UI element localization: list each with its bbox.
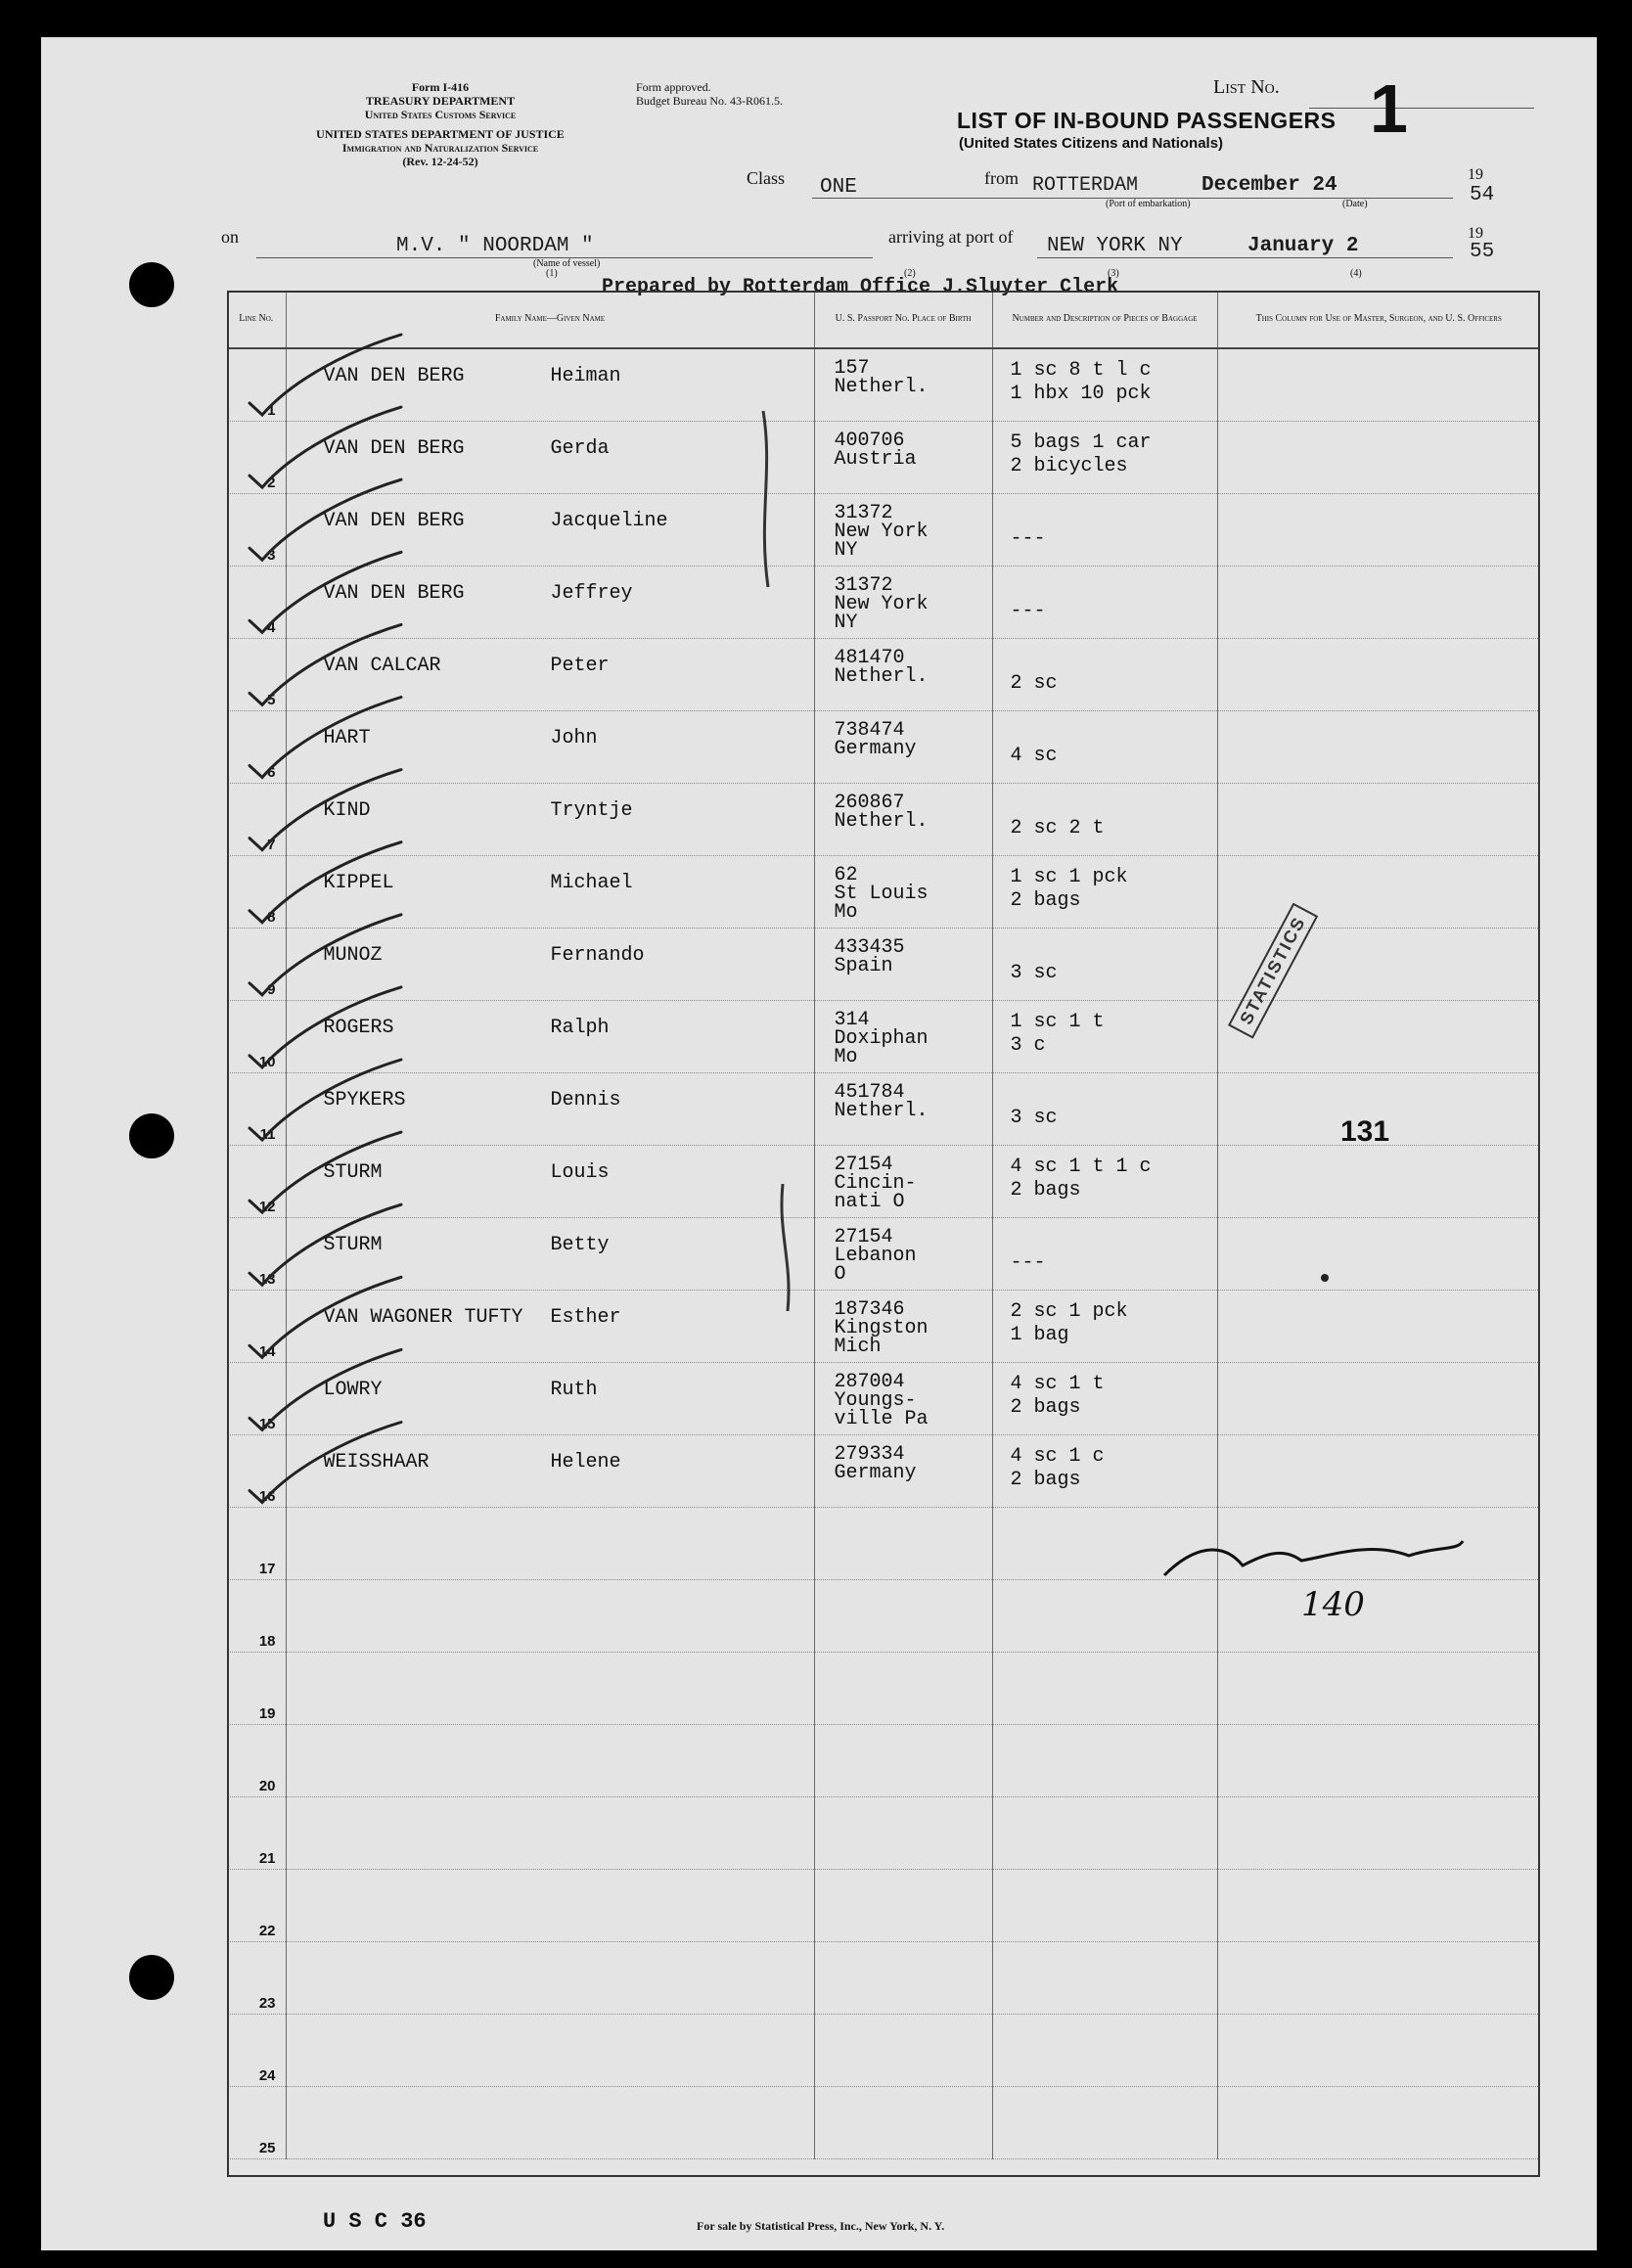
passport-cell-text: 314 Doxiphan Mo <box>834 1009 929 1068</box>
punch-hole <box>129 1955 174 2000</box>
family-name: KIND <box>323 799 371 822</box>
family-name: KIPPEL <box>323 872 394 894</box>
line-number-cell-text: 11 <box>259 1126 276 1143</box>
passport-cell <box>814 1797 992 1870</box>
officers-cell <box>1217 639 1540 711</box>
officers-cell <box>1217 1435 1540 1508</box>
passport-cell-text: 433435 Spain <box>834 936 905 977</box>
field-ref-1: (1) <box>546 268 558 279</box>
passport-cell-text: 157 Netherl. <box>834 357 929 398</box>
passport-cell-text: 31372 New York NY <box>834 574 929 634</box>
baggage-cell <box>992 1001 1217 1073</box>
table-row <box>227 567 1540 639</box>
table-row <box>227 1942 1540 2015</box>
given-name: Michael <box>550 872 633 894</box>
name-cell <box>286 711 814 784</box>
baggage-cell <box>992 567 1217 639</box>
passport-cell <box>814 2087 992 2159</box>
family-name: ROGERS <box>323 1017 394 1039</box>
family-name: SPYKERS <box>323 1089 406 1111</box>
table-row <box>227 1363 1540 1435</box>
table-row <box>227 1797 1540 1870</box>
officers-cell <box>1217 1942 1540 2015</box>
officers-cell <box>1217 711 1540 784</box>
line-number-cell-text: 23 <box>258 1995 276 2012</box>
line-number-cell <box>227 1797 286 1870</box>
passport-cell <box>814 1435 992 1508</box>
line-number-cell <box>227 1001 286 1073</box>
passport-cell-text: 451784 Netherl. <box>834 1081 929 1122</box>
family-name: VAN DEN BERG <box>323 437 465 460</box>
officers-cell <box>1217 1797 1540 1870</box>
line-number-cell <box>227 1653 286 1725</box>
passport-cell <box>814 929 992 1001</box>
line-number-cell <box>227 1508 286 1580</box>
baggage-cell <box>992 1870 1217 1942</box>
baggage-cell-text: 1 sc 8 t l c 1 hbx 10 pck <box>1010 359 1152 405</box>
given-name: Dennis <box>550 1089 621 1111</box>
line-number-cell-text: 1 <box>267 402 276 419</box>
embarkation-port: ROTTERDAM <box>1032 174 1139 197</box>
baggage-cell-text: --- <box>1010 600 1046 622</box>
given-name: Jacqueline <box>550 510 668 532</box>
officers-cell <box>1217 1653 1540 1725</box>
baggage-cell-text: 2 sc <box>1010 672 1058 695</box>
passport-cell <box>814 1508 992 1580</box>
col-passport: U. S. Passport No. Place of Birth <box>814 291 992 348</box>
line-number-cell-text: 15 <box>258 1416 276 1432</box>
arrival-date: January 2 <box>1247 235 1359 257</box>
passenger-table <box>227 291 1540 2159</box>
baggage-cell-text: 2 sc 1 pck 1 bag <box>1010 1300 1128 1346</box>
passport-cell <box>814 494 992 567</box>
line-number-cell <box>227 1291 286 1363</box>
family-name: HART <box>323 727 371 749</box>
line-number-cell <box>227 639 286 711</box>
table-row <box>227 1870 1540 1942</box>
line-number-cell <box>227 1218 286 1291</box>
line-number-cell <box>227 1870 286 1942</box>
line-number-cell-text: 24 <box>258 2067 276 2084</box>
officers-cell <box>1217 1146 1540 1218</box>
baggage-cell-text: 2 sc 2 t <box>1010 817 1105 839</box>
officers-cell <box>1217 422 1540 494</box>
officers-cell <box>1217 348 1540 422</box>
year-prefix-2: 19 <box>1468 225 1483 242</box>
prepared-by: Prepared by Rotterdam Office J.Sluyter Clerk <box>602 276 1119 298</box>
family-name: VAN DEN BERG <box>323 582 465 605</box>
passport-cell-text: 31372 New York NY <box>834 502 929 562</box>
baggage-cell <box>992 1797 1217 1870</box>
line-number-cell <box>227 494 286 567</box>
punch-hole <box>129 262 174 307</box>
on-label: on <box>221 227 239 247</box>
name-cell <box>286 2087 814 2159</box>
table-row <box>227 784 1540 856</box>
table-row <box>227 1653 1540 1725</box>
passport-cell-text: 287004 Youngs- ville Pa <box>834 1371 929 1430</box>
family-name: VAN DEN BERG <box>323 510 465 532</box>
given-name: Heiman <box>550 365 621 387</box>
passport-cell <box>814 2015 992 2087</box>
line-number-cell <box>227 1942 286 2015</box>
from-label: from <box>984 168 1019 188</box>
baggage-cell <box>992 494 1217 567</box>
officers-cell <box>1217 784 1540 856</box>
field-ref-4: (4) <box>1350 268 1362 279</box>
baggage-cell <box>992 929 1217 1001</box>
line-number-cell-text: 22 <box>258 1923 276 1939</box>
line-number-cell <box>227 1435 286 1508</box>
passport-cell-text: 260867 Netherl. <box>834 792 929 833</box>
line-number-cell <box>227 1580 286 1653</box>
line-number-cell-text: 3 <box>267 547 276 564</box>
vessel-name: M.V. " NOORDAM " <box>396 235 594 257</box>
passport-cell-text: 27154 Cincin- nati O <box>834 1154 917 1213</box>
baggage-cell <box>992 711 1217 784</box>
line-number-cell <box>227 1363 286 1435</box>
line-number-cell <box>227 1073 286 1146</box>
name-cell <box>286 494 814 567</box>
table-row <box>227 1218 1540 1291</box>
baggage-cell <box>992 1580 1217 1653</box>
passport-cell <box>814 1653 992 1725</box>
baggage-cell <box>992 856 1217 929</box>
passport-cell <box>814 348 992 422</box>
baggage-cell <box>992 1508 1217 1580</box>
baggage-cell <box>992 1146 1217 1218</box>
officers-cell <box>1217 1291 1540 1363</box>
table-row <box>227 856 1540 929</box>
name-cell <box>286 1146 814 1218</box>
table-row <box>227 1001 1540 1073</box>
baggage-cell-text: 4 sc <box>1010 745 1058 767</box>
form-number: Form I-416 <box>411 80 470 94</box>
officers-cell <box>1217 856 1540 929</box>
passport-cell <box>814 422 992 494</box>
baggage-cell <box>992 1435 1217 1508</box>
baggage-cell-text: 4 sc 1 t 2 bags <box>1010 1373 1105 1419</box>
baggage-cell <box>992 1653 1217 1725</box>
passport-cell <box>814 1725 992 1797</box>
statistics-stamp: STATISTICS <box>1228 902 1318 1038</box>
table-row <box>227 1508 1540 1580</box>
passport-cell <box>814 1363 992 1435</box>
officers-cell <box>1217 1580 1540 1653</box>
line-number-cell-text: 4 <box>267 619 276 636</box>
name-cell <box>286 1508 814 1580</box>
line-number-cell-text: 7 <box>267 837 276 853</box>
name-cell <box>286 929 814 1001</box>
line-number-cell-text: 18 <box>258 1633 276 1650</box>
passport-cell <box>814 639 992 711</box>
budget-bureau: Budget Bureau No. 43-R061.5. <box>636 94 783 108</box>
approval-block <box>636 80 832 108</box>
year-1: 54 <box>1470 184 1495 206</box>
revision: (Rev. 12-24-52) <box>402 155 478 168</box>
line-number-cell <box>227 2087 286 2159</box>
passport-cell-text: 187346 Kingston Mich <box>834 1298 929 1358</box>
passport-cell-text: 738474 Germany <box>834 719 917 760</box>
name-cell <box>286 639 814 711</box>
name-cell <box>286 1797 814 1870</box>
passport-cell <box>814 856 992 929</box>
baggage-cell-text: 3 sc <box>1010 962 1058 984</box>
line-number-cell-text: 16 <box>258 1488 276 1505</box>
table-row <box>227 711 1540 784</box>
name-cell <box>286 1291 814 1363</box>
given-name: Fernando <box>550 944 645 967</box>
line-number-cell <box>227 1725 286 1797</box>
baggage-cell-text: --- <box>1010 1251 1046 1274</box>
baggage-cell-text: --- <box>1010 527 1046 550</box>
family-name: VAN DEN BERG <box>323 365 465 387</box>
officers-cell <box>1217 1363 1540 1435</box>
name-cell <box>286 1001 814 1073</box>
field-ref-2: (2) <box>904 268 916 279</box>
line-number-cell-text: 2 <box>267 475 276 491</box>
passport-cell <box>814 1218 992 1291</box>
arrival-line <box>1037 257 1453 258</box>
line-number-cell <box>227 856 286 929</box>
officers-cell <box>1217 1218 1540 1291</box>
document-subtitle: (United States Citizens and Nationals) <box>959 135 1224 152</box>
class-value: ONE <box>820 176 857 199</box>
officers-cell <box>1217 2087 1540 2159</box>
line-number-cell-text: 21 <box>258 1850 276 1867</box>
family-name: MUNOZ <box>323 944 383 967</box>
table-header-row <box>227 291 1540 348</box>
name-cell <box>286 1073 814 1146</box>
line-number-cell-text: 12 <box>258 1199 276 1215</box>
given-name: Helene <box>550 1451 621 1474</box>
field-ref-3: (3) <box>1108 268 1119 279</box>
arrival-port: NEW YORK NY <box>1047 235 1183 257</box>
form-approved: Form approved. <box>636 80 711 94</box>
baggage-cell <box>992 1725 1217 1797</box>
baggage-cell <box>992 1942 1217 2015</box>
baggage-cell <box>992 422 1217 494</box>
name-cell <box>286 2015 814 2087</box>
table-row <box>227 929 1540 1001</box>
passport-cell <box>814 784 992 856</box>
line-number-cell <box>227 567 286 639</box>
name-cell <box>286 1580 814 1653</box>
table-row <box>227 1725 1540 1797</box>
ink-dot <box>1321 1274 1329 1282</box>
baggage-cell-text: 5 bags 1 car 2 bicycles <box>1010 431 1152 477</box>
list-no-label: List No. <box>1213 76 1280 98</box>
name-cell <box>286 422 814 494</box>
family-name: VAN CALCAR <box>323 655 441 677</box>
line-number-cell <box>227 1146 286 1218</box>
given-name: Esther <box>550 1306 621 1329</box>
col-name: Family Name—Given Name <box>286 291 814 348</box>
baggage-cell <box>992 1363 1217 1435</box>
embarkation-date: December 24 <box>1201 174 1337 197</box>
justice-dept: UNITED STATES DEPARTMENT OF JUSTICE <box>316 127 565 141</box>
line-number-cell <box>227 2015 286 2087</box>
baggage-cell-text: 4 sc 1 t 1 c 2 bags <box>1010 1156 1152 1202</box>
baggage-cell <box>992 2087 1217 2159</box>
family-name: STURM <box>323 1234 383 1256</box>
name-cell <box>286 1870 814 1942</box>
line-number-cell-text: 9 <box>267 981 276 998</box>
name-cell <box>286 1435 814 1508</box>
baggage-cell <box>992 1218 1217 1291</box>
line-number-cell <box>227 784 286 856</box>
name-cell <box>286 1653 814 1725</box>
baggage-cell-text: 1 sc 1 t 3 c <box>1010 1011 1105 1057</box>
passport-cell <box>814 1870 992 1942</box>
footer-publisher: For sale by Statistical Press, Inc., New York, N. Y. <box>697 2219 945 2233</box>
family-name: WEISSHAAR <box>323 1451 430 1474</box>
given-name: Louis <box>550 1161 610 1184</box>
given-name: Gerda <box>550 437 610 460</box>
given-name: Jeffrey <box>550 582 633 605</box>
footer-code: U S C 36 <box>323 2209 427 2234</box>
line-number-cell-text: 25 <box>258 2140 276 2156</box>
form-header-block <box>274 80 607 168</box>
line-number-cell-text: 17 <box>258 1561 276 1577</box>
officers-cell <box>1217 1870 1540 1942</box>
baggage-cell-text: 3 sc <box>1010 1107 1058 1129</box>
line-number-cell-text: 5 <box>267 692 276 708</box>
officers-cell <box>1217 1508 1540 1580</box>
given-name: Tryntje <box>550 799 633 822</box>
given-name: Ruth <box>550 1379 598 1401</box>
officers-cell <box>1217 1725 1540 1797</box>
passport-cell <box>814 1942 992 2015</box>
table-row <box>227 348 1540 422</box>
table-row <box>227 1435 1540 1508</box>
vessel-note: (Name of vessel) <box>533 258 601 269</box>
passport-cell <box>814 1146 992 1218</box>
name-cell <box>286 1725 814 1797</box>
passport-cell <box>814 1001 992 1073</box>
name-cell <box>286 1363 814 1435</box>
baggage-cell <box>992 2015 1217 2087</box>
table-row <box>227 1291 1540 1363</box>
table-row <box>227 1146 1540 1218</box>
baggage-cell <box>992 784 1217 856</box>
line-number-cell-text: 20 <box>258 1778 276 1794</box>
passport-cell <box>814 1291 992 1363</box>
officers-cell <box>1217 567 1540 639</box>
family-name: STURM <box>323 1161 383 1184</box>
passport-cell <box>814 1580 992 1653</box>
passport-cell <box>814 567 992 639</box>
table-row <box>227 422 1540 494</box>
given-name: Peter <box>550 655 610 677</box>
year-2: 55 <box>1470 241 1495 263</box>
class-label: Class <box>747 168 786 188</box>
baggage-cell <box>992 1291 1217 1363</box>
name-cell <box>286 567 814 639</box>
punch-hole <box>129 1113 174 1158</box>
line-number-cell <box>227 711 286 784</box>
line-number-cell <box>227 348 286 422</box>
name-cell <box>286 348 814 422</box>
given-name: Betty <box>550 1234 610 1256</box>
handwritten-number: 140 <box>1301 1585 1365 1624</box>
treasury-dept: TREASURY DEPARTMENT <box>365 94 516 108</box>
line-number-cell-text: 8 <box>267 909 276 926</box>
officers-cell <box>1217 2015 1540 2087</box>
line-number-cell-text: 14 <box>258 1343 276 1360</box>
family-name: LOWRY <box>323 1379 383 1401</box>
col-officers: This Column for Use of Master, Surgeon, and U. S. Officers <box>1217 291 1540 348</box>
baggage-cell <box>992 348 1217 422</box>
family-name: VAN WAGONER TUFTY <box>323 1306 523 1329</box>
baggage-cell <box>992 639 1217 711</box>
name-cell <box>286 784 814 856</box>
list-no-line <box>1309 108 1534 109</box>
line-number-cell-text: 6 <box>267 764 276 781</box>
line-number-cell-text: 13 <box>258 1271 276 1288</box>
line-number-cell-text: 19 <box>258 1705 276 1722</box>
passport-cell-text: 279334 Germany <box>834 1443 917 1484</box>
line-number-cell-text: 10 <box>258 1054 276 1070</box>
passport-cell <box>814 711 992 784</box>
passenger-count: 131 <box>1340 1115 1390 1148</box>
passport-cell-text: 400706 Austria <box>834 430 917 471</box>
line-number-cell <box>227 929 286 1001</box>
passport-cell-text: 481470 Netherl. <box>834 647 929 688</box>
name-cell <box>286 856 814 929</box>
passport-cell-text: 62 St Louis Mo <box>834 864 929 924</box>
passport-cell <box>814 1073 992 1146</box>
given-name: John <box>550 727 598 749</box>
name-cell <box>286 1942 814 2015</box>
baggage-cell-text: 1 sc 1 pck 2 bags <box>1010 866 1128 912</box>
name-cell <box>286 1218 814 1291</box>
table-row <box>227 639 1540 711</box>
customs-service: United States Customs Service <box>364 108 517 121</box>
arriving-label: arriving at port of <box>888 227 1014 247</box>
col-line-no: Line No. <box>227 291 286 348</box>
passport-cell-text: 27154 Lebanon O <box>834 1226 917 1286</box>
ins-service: Immigration and Naturalization Service <box>341 141 539 155</box>
baggage-cell <box>992 1073 1217 1146</box>
col-baggage: Number and Description of Pieces of Baggage <box>992 291 1217 348</box>
officers-cell <box>1217 494 1540 567</box>
table-row <box>227 494 1540 567</box>
line-number-cell <box>227 422 286 494</box>
given-name: Ralph <box>550 1017 610 1039</box>
table-row <box>227 2015 1540 2087</box>
port-embark-note: (Port of embarkation) <box>1106 199 1191 209</box>
baggage-cell-text: 4 sc 1 c 2 bags <box>1010 1445 1105 1491</box>
year-prefix-1: 19 <box>1468 166 1483 183</box>
date-note: (Date) <box>1342 199 1368 209</box>
document-title: LIST OF IN-BOUND PASSENGERS <box>957 108 1337 133</box>
table-row <box>227 2087 1540 2159</box>
list-number: 1 <box>1370 70 1408 147</box>
